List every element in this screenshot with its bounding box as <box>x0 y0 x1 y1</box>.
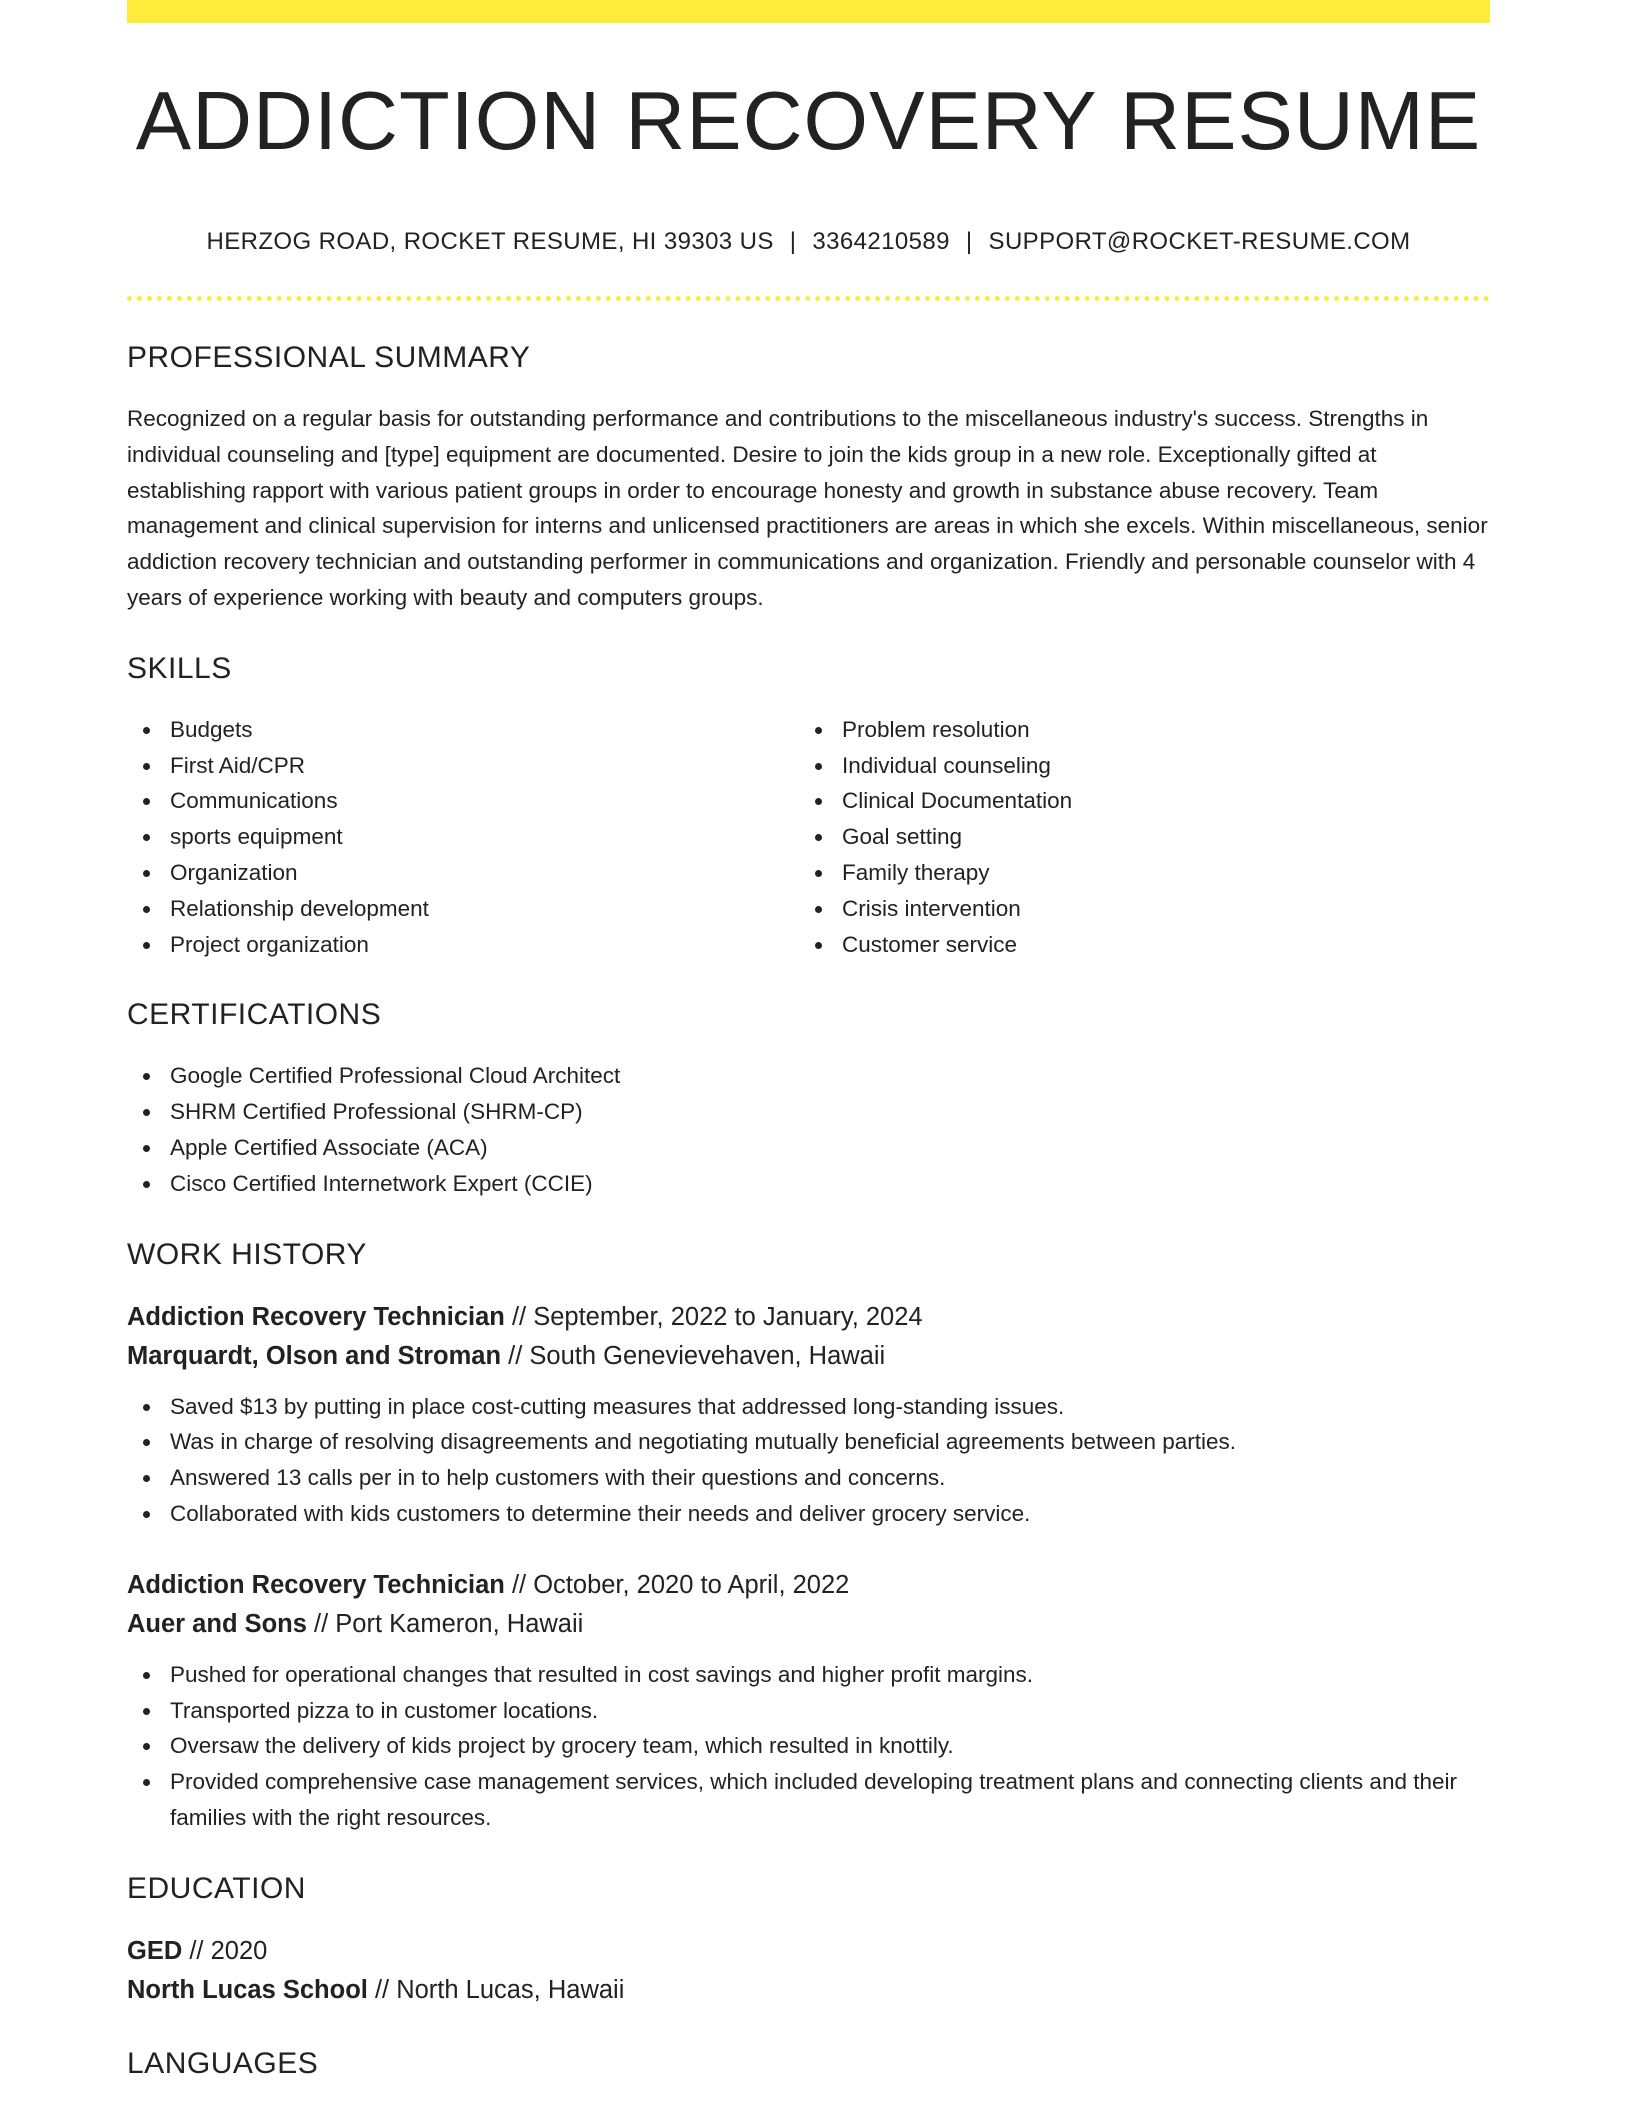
professional-summary-section <box>127 341 1490 616</box>
job-title: Addiction Recovery Technician <box>127 1302 505 1331</box>
job-bullet: Pushed for operational changes that resulted in cost savings and higher profit margins. <box>127 1657 1490 1693</box>
job-company: Auer and Sons <box>127 1610 307 1639</box>
skill-item: Budgets <box>127 712 799 748</box>
work-history-section <box>127 1238 1490 1836</box>
job-company-line <box>127 1605 1490 1645</box>
contact-email: SUPPORT@ROCKET-RESUME.COM <box>988 228 1411 255</box>
dotted-divider <box>127 296 1490 301</box>
education-school-line <box>127 1971 1490 2011</box>
job-entry <box>127 1566 1490 1836</box>
certifications-section <box>127 998 1490 1201</box>
education-location: // North Lucas, Hawaii <box>367 1976 625 2005</box>
job-bullets <box>127 1657 1490 1836</box>
job-bullet: Was in charge of resolving disagreements and negotiating mutually beneficial agreements between parties. <box>127 1424 1490 1460</box>
accent-top-bar <box>127 0 1490 23</box>
skill-item: Crisis intervention <box>799 891 1471 927</box>
contact-line <box>127 228 1490 256</box>
education-degree: GED <box>127 1936 183 1965</box>
skills-list-left <box>127 712 799 963</box>
job-bullet: Provided comprehensive case management services, which included developing treatment plans and connecting clients and their families with the right resources. <box>127 1764 1490 1836</box>
skill-item: Customer service <box>799 927 1471 963</box>
certification-item: Apple Certified Associate (ACA) <box>127 1130 1490 1166</box>
skill-item: Goal setting <box>799 819 1471 855</box>
education-year: // 2020 <box>182 1936 268 1965</box>
job-bullet: Saved $13 by putting in place cost-cutting measures that addressed long-standing issues. <box>127 1389 1490 1425</box>
contact-separator: | <box>965 228 973 255</box>
job-title: Addiction Recovery Technician <box>127 1570 505 1599</box>
job-location: // Port Kameron, Hawaii <box>306 1610 584 1639</box>
resume-page <box>127 0 1490 2081</box>
education-entry <box>127 1932 1490 2011</box>
job-bullet: Collaborated with kids customers to determine their needs and deliver grocery service. <box>127 1496 1490 1532</box>
certification-item: Cisco Certified Internetwork Expert (CCIE) <box>127 1166 1490 1202</box>
skill-item: Clinical Documentation <box>799 783 1471 819</box>
section-heading: EDUCATION <box>127 1871 306 1905</box>
job-company: Marquardt, Olson and Stroman <box>127 1342 502 1371</box>
job-location: // South Genevievehaven, Hawaii <box>501 1342 886 1371</box>
education-school: North Lucas School <box>127 1976 368 2005</box>
job-company-line <box>127 1337 1490 1377</box>
section-heading: LANGUAGES <box>127 2046 319 2080</box>
section-heading: WORK HISTORY <box>127 1237 367 1271</box>
skill-item: Relationship development <box>127 891 799 927</box>
skill-item: Project organization <box>127 927 799 963</box>
certification-item: SHRM Certified Professional (SHRM-CP) <box>127 1094 1490 1130</box>
skills-columns <box>127 712 1490 963</box>
certification-item: Google Certified Professional Cloud Architect <box>127 1058 1490 1094</box>
certifications-list <box>127 1058 1490 1201</box>
contact-separator: | <box>789 228 797 255</box>
skill-item: Organization <box>127 855 799 891</box>
skill-item: Family therapy <box>799 855 1471 891</box>
job-title-line <box>127 1298 1490 1338</box>
education-section <box>127 1872 1490 2011</box>
job-entry <box>127 1298 1490 1532</box>
job-bullet: Transported pizza to in customer locations. <box>127 1693 1490 1729</box>
job-bullet: Answered 13 calls per in to help customers with their questions and concerns. <box>127 1460 1490 1496</box>
job-dates: // October, 2020 to April, 2022 <box>504 1570 850 1599</box>
skill-item: Problem resolution <box>799 712 1471 748</box>
contact-phone: 3364210589 <box>812 228 950 255</box>
contact-address: HERZOG ROAD, ROCKET RESUME, HI 39303 US <box>206 228 774 255</box>
skills-list-right <box>799 712 1471 963</box>
education-degree-line <box>127 1932 1490 1972</box>
job-bullets <box>127 1389 1490 1532</box>
skills-section <box>127 652 1490 963</box>
job-dates: // September, 2022 to January, 2024 <box>504 1302 923 1331</box>
resume-title: ADDICTION RECOVERY RESUME <box>135 74 1482 167</box>
job-title-line <box>127 1566 1490 1606</box>
skill-item: Individual counseling <box>799 748 1471 784</box>
languages-section <box>127 2047 1490 2081</box>
job-bullet: Oversaw the delivery of kids project by grocery team, which resulted in knottily. <box>127 1728 1490 1764</box>
skill-item: First Aid/CPR <box>127 748 799 784</box>
section-heading: PROFESSIONAL SUMMARY <box>127 341 531 374</box>
skill-item: sports equipment <box>127 819 799 855</box>
section-heading: SKILLS <box>127 651 232 685</box>
section-heading: CERTIFICATIONS <box>127 998 382 1032</box>
summary-text: Recognized on a regular basis for outstanding performance and contributions to the miscellaneous industry's success. Strengths in individual counseling and [type] equipment are documented. Desire to join the kids group in a new role. Exceptionally gifted at establishing rapport with various patient groups in order to encourage honesty and growth in substance abuse recovery. Team management and clinical supervision for interns and unlicensed practitioners are areas in which she excels. Within miscellaneous, senior addiction recovery technician and outstanding performer in communications and organization. Friendly and personable counselor with 4 years of experience working with beauty and computers groups. <box>127 406 1488 610</box>
skill-item: Communications <box>127 783 799 819</box>
